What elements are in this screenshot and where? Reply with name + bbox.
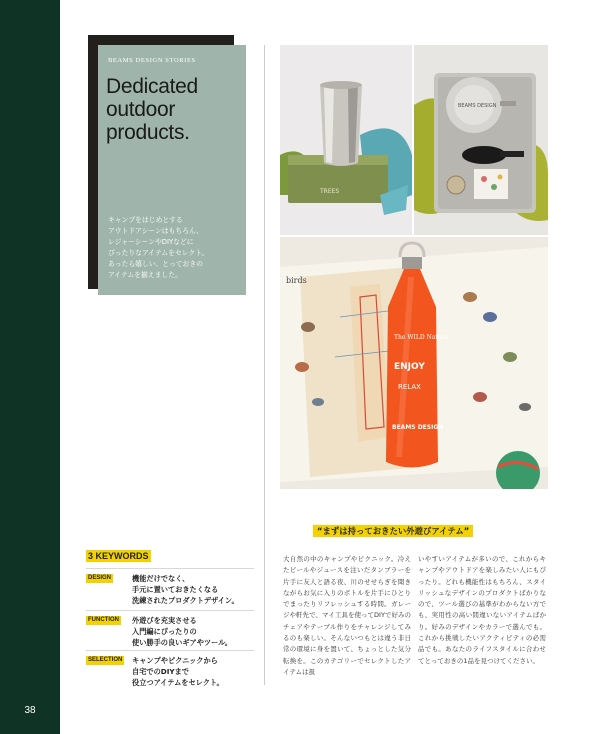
story-card	[98, 45, 246, 295]
article-title: “まずは持っておきたい外遊びアイテム”	[313, 525, 473, 537]
page-sidebar	[0, 0, 60, 734]
keyword-divider	[86, 650, 254, 651]
keyword-design	[86, 568, 254, 606]
camping-plate-photo	[414, 45, 548, 235]
bottle-slogan-2: ENJOY	[394, 362, 425, 372]
keyword-function	[86, 610, 254, 648]
bottle-photo	[280, 237, 548, 489]
bottle-slogan-1: The WILD Nature	[394, 334, 449, 341]
keyword-label: SELECTION	[88, 657, 123, 663]
keyword-selection	[86, 650, 254, 688]
keyword-divider	[86, 610, 254, 611]
keyword-text: キャンプやピクニックから 自宅でのDIYまで 役立つアイテムをセレクト。	[132, 656, 224, 687]
bottle-brand: BEAMS DESIGN	[392, 424, 444, 431]
keyword-text: 外遊びを充実させる 入門編にぴったりの 使い勝手の良いギアやツール。	[132, 616, 232, 647]
book-heading: birds	[286, 276, 307, 285]
plate-text: BEAMS DESIGN	[458, 103, 497, 109]
keyword-text: 機能だけでなく、 手元に置いておきたくなる 洗練されたプロダクトデザイン。	[132, 574, 239, 605]
column-divider	[264, 45, 265, 685]
article-column-2: いやすいアイテムが多いので、これからキャンプやアウトドアを楽しみたい人にもぴったり。どれも機能性はもちろん、スタイリッシュなデザインのプロダクトばかりなので、ツール選びの基準がわからない方でも、実用性の高い間違いないアイテムばかり。好みのデザインやカラーで選んでも。これから挑戦したいアクティビティの必需品でも。あなたのライフスタイルに合わせてとっておきの1品を見つけてください。	[418, 555, 546, 665]
keyword-label: DESIGN	[88, 575, 112, 581]
tumbler-photo	[280, 45, 412, 235]
story-description: キャンプをはじめとする アウトドアシーンはもちろん、 レジャーシーンやDIYなどに ぴったりなアイテムをセレクト。 あったら嬉しい、とっておきの アイテムを揃えました。	[108, 216, 209, 279]
bottle-slogan-3: RELAX	[398, 383, 421, 391]
book-spine-text: TREES	[320, 188, 340, 195]
article-column-1: 大自然の中のキャンプやピクニック。冷えたビールやジュースを注いだタンブラーを片手に友人と語る夜、川のせせらぎを聞きながらお気に入りのボトルを片手にひとりでまったりリフレッシュする時間。ガレージや軒先で、マイ工具を使ってDIYで好みのチェアやテーブル作りをチャレンジしてみるのも楽しい。そんないつもとは違う非日常の環境に身を置いて、ちょっとした気分転換を。このカテゴリーでセレクトしたアイテムは扱	[283, 555, 411, 676]
keywords-heading: 3 KEYWORDS	[88, 551, 149, 561]
story-tag: BEAMS DESIGN STORIES	[108, 57, 196, 64]
keyword-divider	[86, 568, 254, 569]
story-title: Dedicated outdoor products.	[106, 75, 198, 144]
keyword-label: FUNCTION	[88, 617, 119, 623]
page-number: 38	[24, 705, 36, 716]
